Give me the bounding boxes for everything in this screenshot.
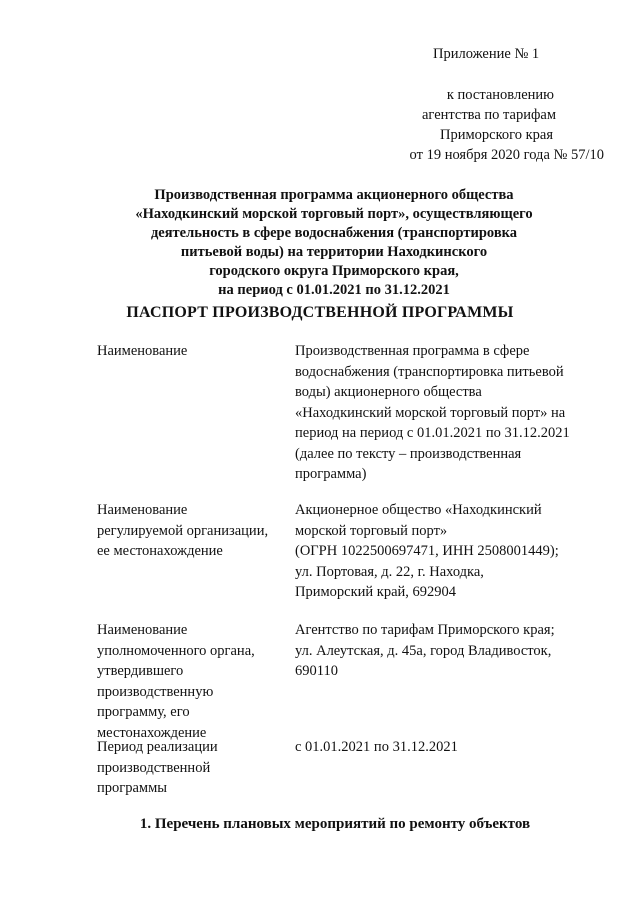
- label-line: производственную: [97, 683, 214, 700]
- value-line: Акционерное общество «Находкинский: [295, 502, 542, 518]
- value-line: «Находкинский морской торговый порт» на: [295, 404, 566, 421]
- row-label: [97, 737, 287, 799]
- label-line: местонахождение: [97, 724, 207, 741]
- row-value: [295, 500, 595, 603]
- row-value: [295, 737, 595, 758]
- program-title-line: на период с 01.01.2021 по 31.12.2021: [218, 282, 450, 298]
- label-line: программы: [97, 780, 167, 796]
- value-line: 690110: [295, 663, 338, 679]
- label-line: утвердившего: [97, 663, 184, 679]
- value-line: Приморский край, 692904: [295, 584, 457, 600]
- value-line: Производственная программа в сфере: [295, 343, 530, 359]
- attachment-number: Приложение № 1: [433, 46, 540, 62]
- label-line: Наименование: [97, 343, 188, 359]
- attachment-line: Приморского края: [439, 127, 553, 143]
- value-line: морской торговый порт»: [295, 522, 448, 539]
- label-line: ее местонахождение: [97, 543, 223, 559]
- value-line: ул. Алеутская, д. 45а, город Владивосток,: [295, 642, 552, 659]
- program-title-line: питьевой воды) на территории Находкинского: [180, 244, 488, 260]
- row-label: [97, 341, 287, 362]
- label-line: производственной: [97, 759, 211, 776]
- value-line: программа): [295, 466, 367, 482]
- attachment-line: к постановлению: [446, 87, 554, 103]
- label-line: регулируемой организации,: [97, 522, 269, 539]
- value-line: Агентство по тарифам Приморского края;: [295, 622, 555, 638]
- label-line: программу, его: [97, 704, 190, 720]
- row-value: [295, 341, 595, 485]
- attachment-block: [384, 44, 624, 165]
- value-line: с 01.01.2021 по 31.12.2021: [295, 739, 458, 755]
- row-label: [97, 620, 287, 743]
- label-line: Наименование: [97, 622, 188, 638]
- program-title-line: «Находкинский морской торговый порт», осуществляющего: [135, 206, 533, 222]
- attachment-line: агентства по тарифам: [422, 107, 556, 123]
- label-line: уполномоченного органа,: [97, 642, 255, 659]
- label-line: Период реализации: [97, 739, 218, 755]
- value-line: ул. Портовая, д. 22, г. Находка,: [295, 563, 484, 580]
- label-line: Наименование: [97, 502, 188, 518]
- value-line: воды) акционерного общества: [295, 384, 482, 400]
- section-heading: 1. Перечень плановых мероприятий по ремонту объектов: [139, 816, 531, 832]
- value-line: период на период с 01.01.2021 по 31.12.2021: [295, 425, 570, 441]
- value-line: водоснабжения (транспортировка питьевой: [295, 363, 564, 380]
- program-title-line: деятельность в сфере водоснабжения (транспортировка: [150, 225, 518, 241]
- program-title-line: городского округа Приморского края,: [209, 263, 459, 279]
- passport-heading: ПАСПОРТ ПРОИЗВОДСТВЕННОЙ ПРОГРАММЫ: [126, 304, 514, 321]
- attachment-date-line: от 19 ноября 2020 года № 57/10: [409, 147, 604, 163]
- program-title-line: Производственная программа акционерного общества: [154, 187, 514, 203]
- program-title: [90, 186, 578, 300]
- value-line: (далее по тексту – производственная: [295, 445, 522, 462]
- row-label: [97, 500, 287, 562]
- value-line: (ОГРН 1022500697471, ИНН 2508001449);: [295, 543, 559, 559]
- row-value: [295, 620, 595, 682]
